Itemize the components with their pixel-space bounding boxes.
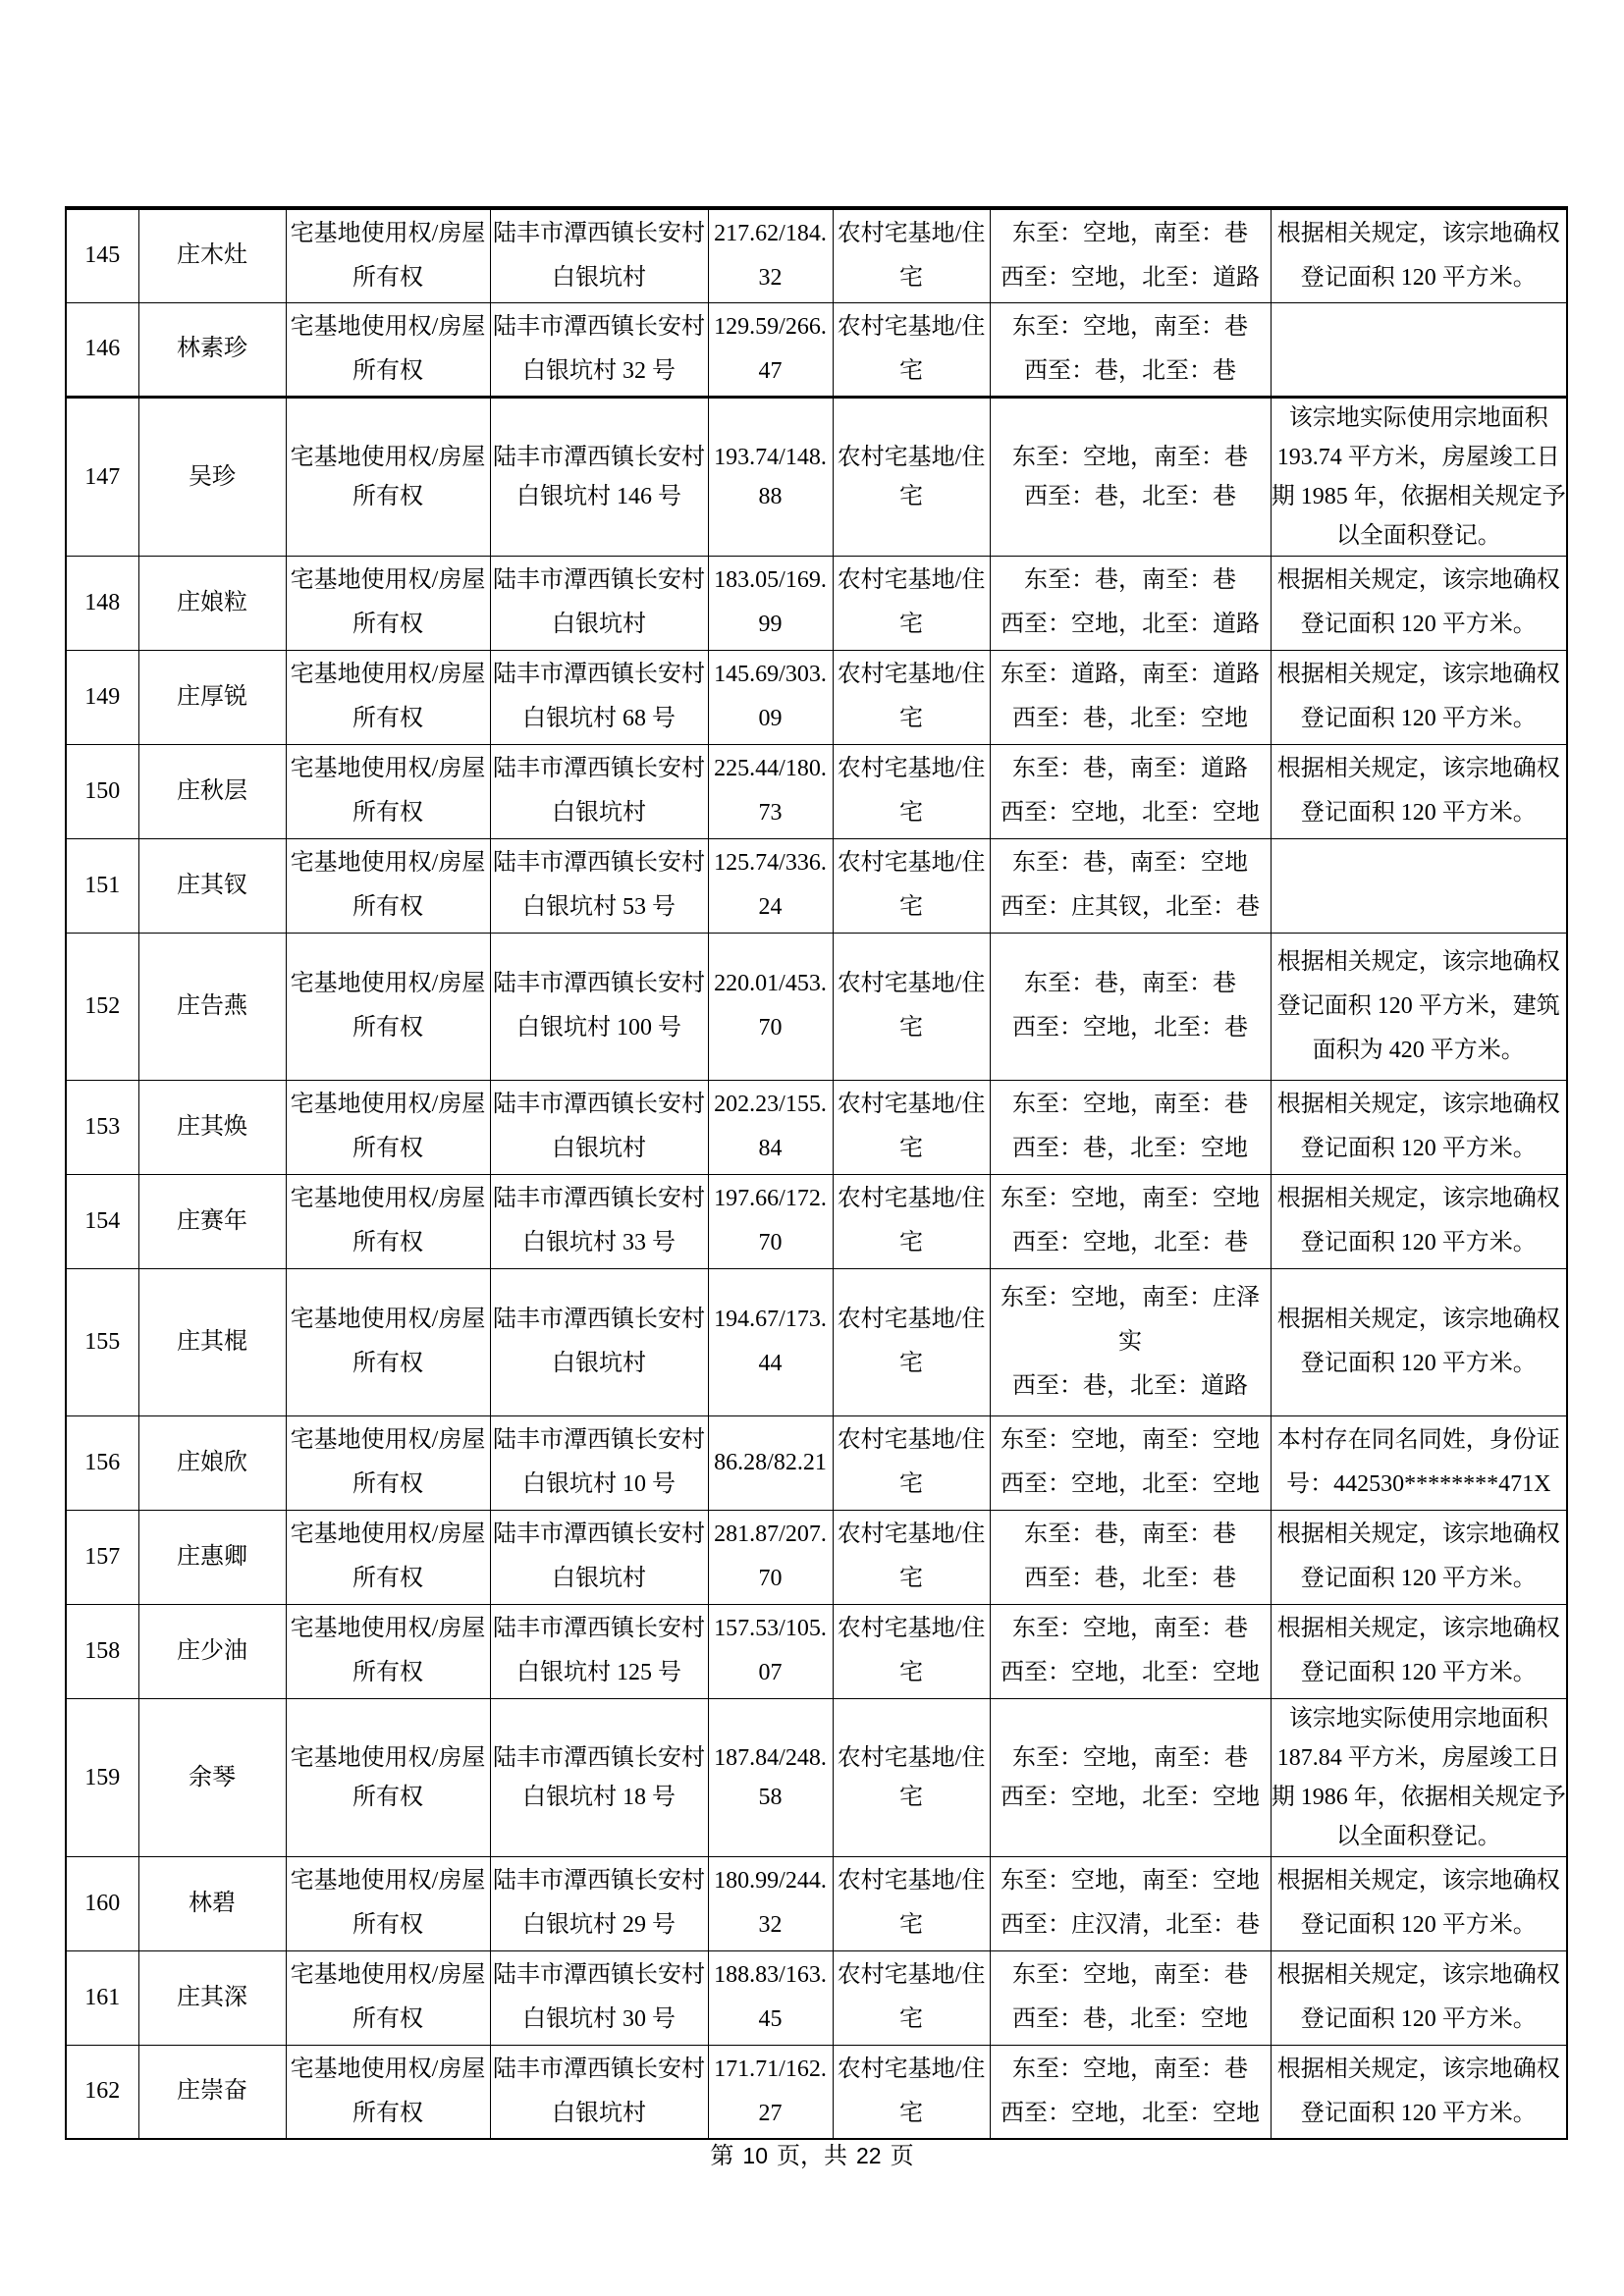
- cell-remark: 根据相关规定，该宗地确权登记面积 120 平方米。: [1271, 1856, 1567, 1950]
- cell-location: 陆丰市潭西镇长安村白银坑村 33 号: [490, 1174, 708, 1268]
- boundary-west-north: 西至：巷，北至：巷: [1024, 357, 1236, 384]
- table-row: [66, 1415, 1567, 1510]
- cell-serial-number: 162: [66, 2045, 138, 2139]
- cell-land-use-type: 农村宅基地/住宅: [833, 838, 990, 933]
- cell-boundaries: [990, 933, 1271, 1080]
- cell-remark: 根据相关规定，该宗地确权登记面积 120 平方米。: [1271, 1268, 1567, 1415]
- table-row: [66, 933, 1567, 1080]
- cell-boundaries: [990, 302, 1271, 397]
- cell-area-values: 217.62/184.32: [708, 208, 833, 302]
- cell-area-values: 171.71/162.27: [708, 2045, 833, 2139]
- table-row: [66, 302, 1567, 397]
- cell-owner-name: 庄其深: [138, 1950, 286, 2045]
- cell-remark: 根据相关规定，该宗地确权登记面积 120 平方米。: [1271, 1604, 1567, 1698]
- footer-text-prefix: 第: [710, 2144, 734, 2169]
- cell-remark: 根据相关规定，该宗地确权登记面积 120 平方米。: [1271, 1080, 1567, 1174]
- cell-area-values: 193.74/148.88: [708, 397, 833, 556]
- table-row: [66, 556, 1567, 650]
- cell-remark: [1271, 302, 1567, 397]
- cell-remark: [1271, 838, 1567, 933]
- cell-owner-name: 庄其钗: [138, 838, 286, 933]
- cell-serial-number: 154: [66, 1174, 138, 1268]
- cell-remark: 该宗地实际使用宗地面积 187.84 平方米，房屋竣工日期 1986 年，依据相关规定予以全面积登记。: [1271, 1698, 1567, 1856]
- cell-right-type: 宅基地使用权/房屋所有权: [286, 933, 490, 1080]
- cell-right-type: 宅基地使用权/房屋所有权: [286, 302, 490, 397]
- cell-right-type: 宅基地使用权/房屋所有权: [286, 1415, 490, 1510]
- cell-serial-number: 150: [66, 744, 138, 838]
- cell-right-type: 宅基地使用权/房屋所有权: [286, 1604, 490, 1698]
- cell-area-values: 157.53/105.07: [708, 1604, 833, 1698]
- table-row: [66, 208, 1567, 302]
- boundary-west-north: 西至：巷，北至：巷: [1024, 483, 1236, 509]
- cell-boundaries: [990, 1856, 1271, 1950]
- cell-land-use-type: 农村宅基地/住宅: [833, 650, 990, 744]
- cell-remark: 根据相关规定，该宗地确权登记面积 120 平方米。: [1271, 1950, 1567, 2045]
- cell-owner-name: 庄厚锐: [138, 650, 286, 744]
- cell-remark: 根据相关规定，该宗地确权登记面积 120 平方米。: [1271, 208, 1567, 302]
- land-rights-table: [65, 206, 1568, 2140]
- boundary-west-north: 西至：空地，北至：巷: [1012, 1230, 1248, 1255]
- cell-serial-number: 156: [66, 1415, 138, 1510]
- cell-owner-name: 林素珍: [138, 302, 286, 397]
- cell-right-type: 宅基地使用权/房屋所有权: [286, 838, 490, 933]
- footer-page-number: 10: [742, 2143, 768, 2168]
- boundary-east-south: 东至：巷，南至：空地: [1012, 850, 1248, 876]
- boundary-east-south: 东至：巷，南至：巷: [1024, 567, 1236, 593]
- boundary-east-south: 东至：巷，南至：道路: [1012, 756, 1248, 781]
- cell-serial-number: 146: [66, 302, 138, 397]
- cell-remark: 根据相关规定，该宗地确权登记面积 120 平方米。: [1271, 650, 1567, 744]
- cell-land-use-type: 农村宅基地/住宅: [833, 1698, 990, 1856]
- cell-serial-number: 155: [66, 1268, 138, 1415]
- boundary-east-south: 东至：空地，南至：巷: [1012, 1962, 1248, 1988]
- cell-right-type: 宅基地使用权/房屋所有权: [286, 556, 490, 650]
- cell-owner-name: 庄其棍: [138, 1268, 286, 1415]
- table-row: [66, 1604, 1567, 1698]
- boundary-east-south: 东至：空地，南至：空地: [1001, 1868, 1260, 1894]
- cell-owner-name: 庄惠卿: [138, 1510, 286, 1604]
- cell-area-values: 188.83/163.45: [708, 1950, 833, 2045]
- boundary-east-south: 东至：道路，南至：道路: [1001, 662, 1260, 687]
- boundary-east-south: 东至：空地，南至：巷: [1012, 2056, 1248, 2082]
- cell-land-use-type: 农村宅基地/住宅: [833, 933, 990, 1080]
- cell-owner-name: 庄赛年: [138, 1174, 286, 1268]
- boundary-west-north: 西至：空地，北至：空地: [1001, 1784, 1260, 1810]
- cell-remark: 该宗地实际使用宗地面积 193.74 平方米，房屋竣工日期 1985 年，依据相关规定予以全面积登记。: [1271, 397, 1567, 556]
- cell-serial-number: 157: [66, 1510, 138, 1604]
- boundary-west-north: 西至：空地，北至：空地: [1001, 800, 1260, 826]
- cell-boundaries: [990, 208, 1271, 302]
- cell-land-use-type: 农村宅基地/住宅: [833, 1415, 990, 1510]
- cell-right-type: 宅基地使用权/房屋所有权: [286, 1080, 490, 1174]
- boundary-west-north: 西至：巷，北至：空地: [1012, 2006, 1248, 2032]
- boundary-east-south: 东至：空地，南至：巷: [1012, 313, 1248, 340]
- cell-right-type: 宅基地使用权/房屋所有权: [286, 208, 490, 302]
- cell-location: 陆丰市潭西镇长安村白银坑村 68 号: [490, 650, 708, 744]
- boundary-east-south: 东至：空地，南至：空地: [1001, 1427, 1260, 1453]
- table-row: [66, 1268, 1567, 1415]
- boundary-east-south: 东至：空地，南至：空地: [1001, 1186, 1260, 1211]
- cell-remark: 本村存在同名同姓，身份证号：442530********471X: [1271, 1415, 1567, 1510]
- cell-boundaries: [990, 2045, 1271, 2139]
- table-row: [66, 1510, 1567, 1604]
- cell-remark: 根据相关规定，该宗地确权登记面积 120 平方米，建筑面积为 420 平方米。: [1271, 933, 1567, 1080]
- table-row: [66, 1856, 1567, 1950]
- cell-location: 陆丰市潭西镇长安村白银坑村 10 号: [490, 1415, 708, 1510]
- cell-owner-name: 庄娘欣: [138, 1415, 286, 1510]
- cell-location: 陆丰市潭西镇长安村白银坑村: [490, 1080, 708, 1174]
- cell-area-values: 281.87/207.70: [708, 1510, 833, 1604]
- cell-land-use-type: 农村宅基地/住宅: [833, 208, 990, 302]
- boundary-east-south: 东至：空地，南至：巷: [1012, 1616, 1248, 1641]
- cell-right-type: 宅基地使用权/房屋所有权: [286, 397, 490, 556]
- boundary-west-north: 西至：庄其钗，北至：巷: [1001, 894, 1260, 920]
- cell-boundaries: [990, 1268, 1271, 1415]
- cell-boundaries: [990, 1950, 1271, 2045]
- cell-location: 陆丰市潭西镇长安村白银坑村: [490, 744, 708, 838]
- footer-total-pages: 22: [856, 2143, 882, 2168]
- cell-owner-name: 林碧: [138, 1856, 286, 1950]
- cell-land-use-type: 农村宅基地/住宅: [833, 1080, 990, 1174]
- cell-land-use-type: 农村宅基地/住宅: [833, 556, 990, 650]
- footer-text-middle: 页，共: [777, 2144, 847, 2169]
- table-row: [66, 397, 1567, 556]
- cell-serial-number: 158: [66, 1604, 138, 1698]
- cell-area-values: 86.28/82.21: [708, 1415, 833, 1510]
- cell-right-type: 宅基地使用权/房屋所有权: [286, 1950, 490, 2045]
- cell-serial-number: 147: [66, 397, 138, 556]
- boundary-west-north: 西至：空地，北至：空地: [1001, 2100, 1260, 2126]
- cell-area-values: 202.23/155.84: [708, 1080, 833, 1174]
- table-row: [66, 838, 1567, 933]
- footer-text-suffix: 页: [890, 2144, 914, 2169]
- table-row: [66, 1698, 1567, 1856]
- boundary-west-north: 西至：巷，北至：空地: [1012, 706, 1248, 731]
- table-row: [66, 744, 1567, 838]
- table-row: [66, 650, 1567, 744]
- boundary-west-north: 西至：空地，北至：空地: [1001, 1471, 1260, 1497]
- cell-owner-name: 庄木灶: [138, 208, 286, 302]
- cell-boundaries: [990, 1510, 1271, 1604]
- cell-boundaries: [990, 556, 1271, 650]
- boundary-west-north: 西至：空地，北至：巷: [1012, 1015, 1248, 1041]
- boundary-east-south: 东至：空地，南至：庄泽实: [1001, 1284, 1260, 1355]
- cell-area-values: 183.05/169.99: [708, 556, 833, 650]
- cell-location: 陆丰市潭西镇长安村白银坑村 18 号: [490, 1698, 708, 1856]
- boundary-east-south: 东至：空地，南至：巷: [1012, 220, 1248, 246]
- cell-serial-number: 145: [66, 208, 138, 302]
- cell-owner-name: 庄其焕: [138, 1080, 286, 1174]
- cell-owner-name: 庄崇奋: [138, 2045, 286, 2139]
- cell-location: 陆丰市潭西镇长安村白银坑村: [490, 2045, 708, 2139]
- boundary-west-north: 西至：空地，北至：道路: [1001, 264, 1260, 291]
- cell-right-type: 宅基地使用权/房屋所有权: [286, 1174, 490, 1268]
- cell-serial-number: 151: [66, 838, 138, 933]
- boundary-east-south: 东至：巷，南至：巷: [1024, 1522, 1236, 1547]
- cell-land-use-type: 农村宅基地/住宅: [833, 2045, 990, 2139]
- cell-area-values: 129.59/266.47: [708, 302, 833, 397]
- cell-remark: 根据相关规定，该宗地确权登记面积 120 平方米。: [1271, 744, 1567, 838]
- cell-land-use-type: 农村宅基地/住宅: [833, 1856, 990, 1950]
- cell-owner-name: 庄娘粒: [138, 556, 286, 650]
- boundary-west-north: 西至：巷，北至：巷: [1024, 1566, 1236, 1591]
- cell-location: 陆丰市潭西镇长安村白银坑村 146 号: [490, 397, 708, 556]
- boundary-east-south: 东至：空地，南至：巷: [1012, 444, 1248, 470]
- cell-area-values: 194.67/173.44: [708, 1268, 833, 1415]
- cell-owner-name: 庄告燕: [138, 933, 286, 1080]
- boundary-east-south: 东至：空地，南至：巷: [1012, 1744, 1248, 1771]
- boundary-west-north: 西至：巷，北至：道路: [1012, 1372, 1248, 1399]
- cell-boundaries: [990, 1415, 1271, 1510]
- table-row: [66, 2045, 1567, 2139]
- cell-boundaries: [990, 397, 1271, 556]
- cell-owner-name: 庄少油: [138, 1604, 286, 1698]
- boundary-east-south: 东至：巷，南至：巷: [1024, 971, 1236, 996]
- cell-serial-number: 153: [66, 1080, 138, 1174]
- cell-right-type: 宅基地使用权/房屋所有权: [286, 1510, 490, 1604]
- cell-area-values: 187.84/248.58: [708, 1698, 833, 1856]
- cell-land-use-type: 农村宅基地/住宅: [833, 1174, 990, 1268]
- cell-area-values: 225.44/180.73: [708, 744, 833, 838]
- cell-right-type: 宅基地使用权/房屋所有权: [286, 744, 490, 838]
- cell-area-values: 180.99/244.32: [708, 1856, 833, 1950]
- cell-remark: 根据相关规定，该宗地确权登记面积 120 平方米。: [1271, 1174, 1567, 1268]
- cell-serial-number: 161: [66, 1950, 138, 2045]
- cell-right-type: 宅基地使用权/房屋所有权: [286, 2045, 490, 2139]
- cell-land-use-type: 农村宅基地/住宅: [833, 1950, 990, 2045]
- cell-location: 陆丰市潭西镇长安村白银坑村: [490, 208, 708, 302]
- boundary-west-north: 西至：空地，北至：空地: [1001, 1660, 1260, 1685]
- cell-boundaries: [990, 1174, 1271, 1268]
- cell-right-type: 宅基地使用权/房屋所有权: [286, 650, 490, 744]
- cell-boundaries: [990, 838, 1271, 933]
- boundary-west-north: 西至：空地，北至：道路: [1001, 612, 1260, 637]
- cell-area-values: 197.66/172.70: [708, 1174, 833, 1268]
- boundary-east-south: 东至：空地，南至：巷: [1012, 1092, 1248, 1117]
- cell-remark: 根据相关规定，该宗地确权登记面积 120 平方米。: [1271, 1510, 1567, 1604]
- cell-location: 陆丰市潭西镇长安村白银坑村 53 号: [490, 838, 708, 933]
- cell-right-type: 宅基地使用权/房屋所有权: [286, 1856, 490, 1950]
- cell-serial-number: 160: [66, 1856, 138, 1950]
- cell-location: 陆丰市潭西镇长安村白银坑村: [490, 1510, 708, 1604]
- cell-boundaries: [990, 1698, 1271, 1856]
- cell-serial-number: 152: [66, 933, 138, 1080]
- table-row: [66, 1950, 1567, 2045]
- cell-location: 陆丰市潭西镇长安村白银坑村 30 号: [490, 1950, 708, 2045]
- cell-location: 陆丰市潭西镇长安村白银坑村 29 号: [490, 1856, 708, 1950]
- cell-land-use-type: 农村宅基地/住宅: [833, 1268, 990, 1415]
- cell-area-values: 125.74/336.24: [708, 838, 833, 933]
- cell-location: 陆丰市潭西镇长安村白银坑村: [490, 1268, 708, 1415]
- cell-location: 陆丰市潭西镇长安村白银坑村 32 号: [490, 302, 708, 397]
- cell-location: 陆丰市潭西镇长安村白银坑村 125 号: [490, 1604, 708, 1698]
- cell-land-use-type: 农村宅基地/住宅: [833, 1510, 990, 1604]
- cell-boundaries: [990, 650, 1271, 744]
- cell-right-type: 宅基地使用权/房屋所有权: [286, 1698, 490, 1856]
- cell-owner-name: 余琴: [138, 1698, 286, 1856]
- cell-land-use-type: 农村宅基地/住宅: [833, 1604, 990, 1698]
- cell-location: 陆丰市潭西镇长安村白银坑村 100 号: [490, 933, 708, 1080]
- cell-boundaries: [990, 1080, 1271, 1174]
- cell-area-values: 145.69/303.09: [708, 650, 833, 744]
- cell-boundaries: [990, 744, 1271, 838]
- cell-location: 陆丰市潭西镇长安村白银坑村: [490, 556, 708, 650]
- cell-owner-name: 庄秋层: [138, 744, 286, 838]
- boundary-west-north: 西至：巷，北至：空地: [1012, 1136, 1248, 1161]
- table-row: [66, 1174, 1567, 1268]
- cell-remark: 根据相关规定，该宗地确权登记面积 120 平方米。: [1271, 556, 1567, 650]
- cell-land-use-type: 农村宅基地/住宅: [833, 744, 990, 838]
- cell-serial-number: 149: [66, 650, 138, 744]
- page-footer: [0, 2138, 1624, 2174]
- cell-land-use-type: 农村宅基地/住宅: [833, 302, 990, 397]
- cell-boundaries: [990, 1604, 1271, 1698]
- cell-serial-number: 148: [66, 556, 138, 650]
- cell-right-type: 宅基地使用权/房屋所有权: [286, 1268, 490, 1415]
- cell-remark: 根据相关规定，该宗地确权登记面积 120 平方米。: [1271, 2045, 1567, 2139]
- cell-area-values: 220.01/453.70: [708, 933, 833, 1080]
- cell-land-use-type: 农村宅基地/住宅: [833, 397, 990, 556]
- cell-serial-number: 159: [66, 1698, 138, 1856]
- boundary-west-north: 西至：庄汉清，北至：巷: [1001, 1912, 1260, 1938]
- table-row: [66, 1080, 1567, 1174]
- cell-owner-name: 吴珍: [138, 397, 286, 556]
